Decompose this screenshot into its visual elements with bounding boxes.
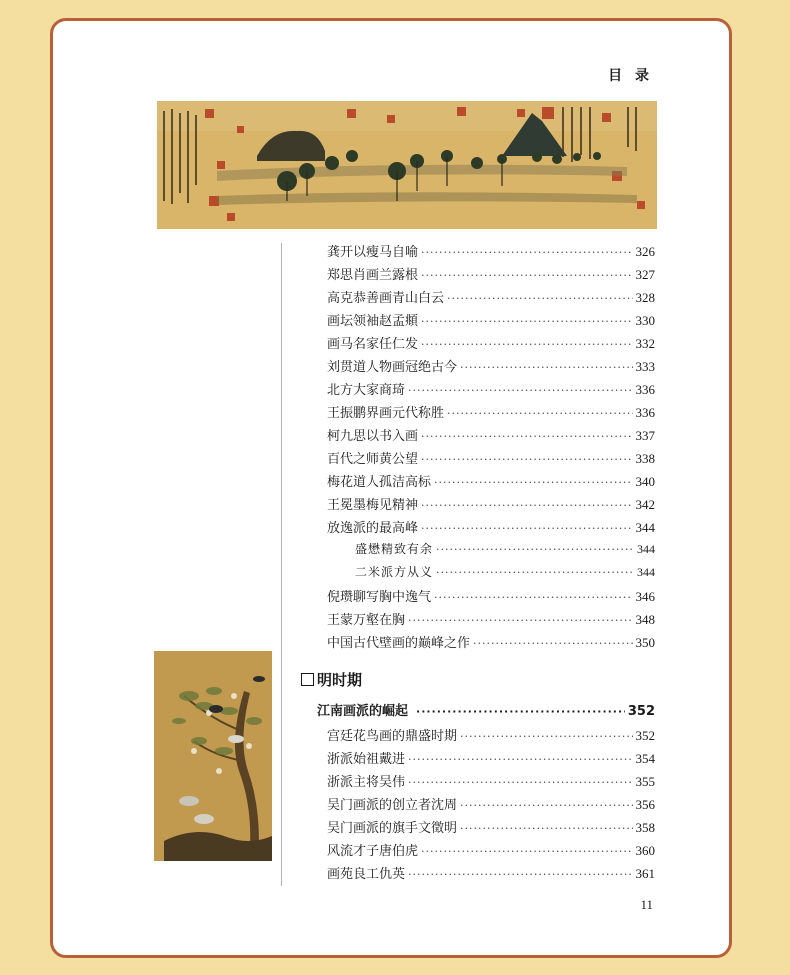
toc-entry[interactable]: 画苑良工仇英 ····· 361 (327, 863, 655, 886)
toc-entry[interactable]: 宫廷花鸟画的鼎盛时期 ····· 352 (327, 725, 655, 748)
toc-entry[interactable]: 倪瓒聊写胸中逸气 ····· 346 (327, 586, 655, 609)
toc-entry[interactable]: 龚开以瘦马自喻 ····· 326 (327, 241, 655, 264)
toc-entry[interactable]: 北方大家商琦 ····· 336 (327, 379, 655, 402)
square-icon (301, 673, 314, 686)
toc-entry[interactable]: 吴门画派的创立者沈周 ····· 356 (327, 794, 655, 817)
toc-entry[interactable]: 王振鹏界画元代称胜 ····· 336 (327, 402, 655, 425)
bird-flower-painting (154, 651, 272, 861)
toc-entry[interactable]: 吴门画派的旗手文徵明 ····· 358 (327, 817, 655, 840)
book-page (50, 18, 732, 958)
toc-entry[interactable]: 王冕墨梅见精神 ····· 342 (327, 494, 655, 517)
toc-list-yuan (327, 241, 655, 655)
page-number: 11 (640, 897, 653, 912)
toc-entry[interactable]: 梅花道人孤洁高标 ····· 340 (327, 471, 655, 494)
landscape-scroll-painting (157, 101, 657, 229)
page-header-title: 目 录 (608, 68, 653, 84)
toc-entry[interactable]: 高克恭善画青山白云 ····· 328 (327, 287, 655, 310)
toc-entry[interactable]: 浙派始祖戴进 ····· 354 (327, 748, 655, 771)
toc-entry[interactable]: 刘贯道人物画冠绝古今 ····· 333 (327, 356, 655, 379)
toc-entry[interactable]: 柯九思以书入画 ····· 337 (327, 425, 655, 448)
toc-entry[interactable]: 王蒙万壑在胸 ····· 348 (327, 609, 655, 632)
toc-entry[interactable]: 画马名家任仁发 ····· 332 (327, 333, 655, 356)
toc-entry[interactable]: 浙派主将吴伟 ····· 355 (327, 771, 655, 794)
toc-entry[interactable]: 风流才子唐伯虎 ····· 360 (327, 840, 655, 863)
toc-entry[interactable]: 百代之师黄公望 ····· 338 (327, 448, 655, 471)
toc-entry[interactable]: 放逸派的最高峰 ····· 344 (327, 517, 655, 540)
toc-entry[interactable]: 画坛领袖赵孟頫 ····· 330 (327, 310, 655, 333)
divider-line (281, 243, 282, 886)
toc-list-ming (327, 725, 655, 886)
toc-entry[interactable]: 中国古代壁画的巅峰之作 ····· 350 (327, 632, 655, 655)
toc-entry[interactable]: 郑思肖画兰露根 ····· 327 (327, 264, 655, 287)
section-heading: 明时期 (301, 669, 362, 690)
toc-subentry[interactable]: 盛懋精致有余 ····· 344 (327, 540, 655, 563)
toc-subsection-heading[interactable]: 江南画派的崛起 ····· 352 (317, 700, 655, 719)
toc-subentry[interactable]: 二米派方从义 ····· 344 (327, 563, 655, 586)
